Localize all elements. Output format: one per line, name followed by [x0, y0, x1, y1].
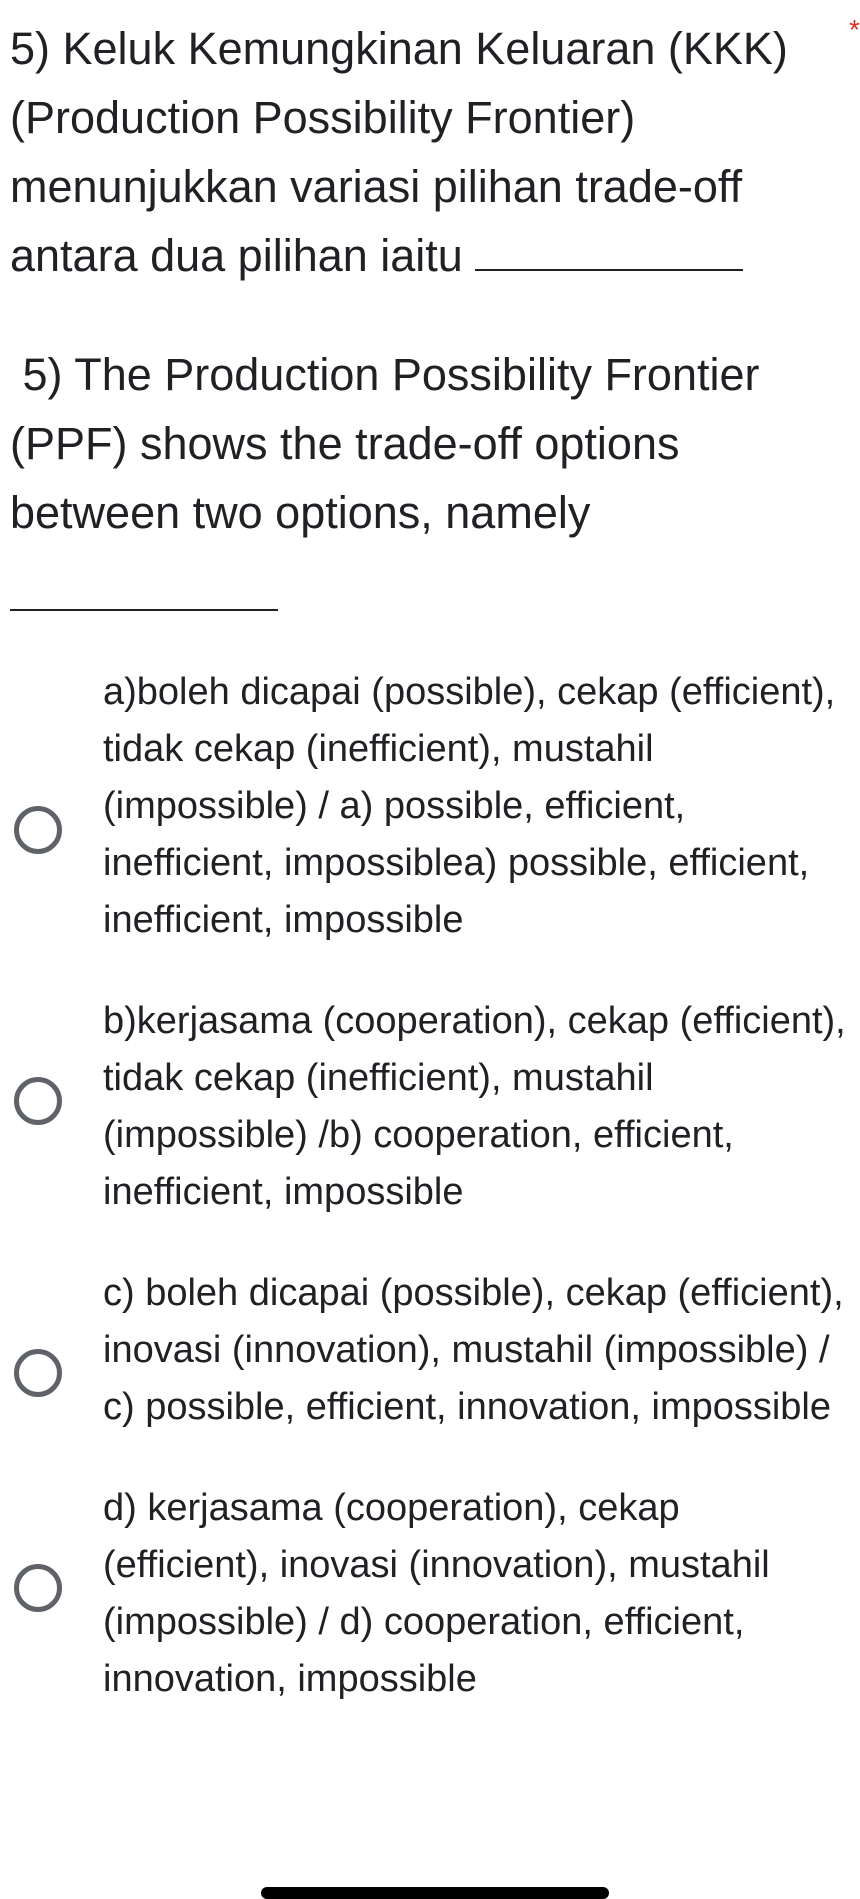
- required-asterisk: *: [849, 14, 860, 45]
- home-indicator-bar: [261, 1887, 609, 1899]
- question-line-english-1: 5) The Production Possibility Frontier: [10, 349, 760, 400]
- question-line-malay-4: [10, 221, 790, 290]
- radio-button-d[interactable]: [14, 1564, 62, 1612]
- option-a[interactable]: [0, 664, 856, 949]
- option-c[interactable]: [0, 1265, 856, 1436]
- question-text: [10, 14, 790, 611]
- radio-button-b[interactable]: [14, 1077, 62, 1125]
- option-a-label: a)boleh dicapai (possible), cekap (efficient), tidak cekap (inefficient), mustahil (impossible) / a) possible, efficient, inefficient, impossiblea) possible, efficient, inefficient, impossible: [103, 671, 836, 941]
- option-d-label: d) kerjasama (cooperation), cekap (efficient), inovasi (innovation), mustahil (impossible) / d) cooperation, efficient, innovation, impossible: [103, 1487, 770, 1700]
- question-line-malay-3: menunjukkan variasi pilihan trade-off: [10, 161, 743, 212]
- answer-blank-malay: [475, 268, 743, 271]
- answer-options: [0, 664, 856, 1752]
- option-d[interactable]: [0, 1480, 856, 1708]
- option-c-label: c) boleh dicapai (possible), cekap (efficient), inovasi (innovation), mustahil (impossible) / c) possible, efficient, innovation, impossible: [103, 1272, 844, 1428]
- question-line-malay-1: 5) Keluk Kemungkinan Keluaran (KKK): [10, 23, 788, 74]
- option-b[interactable]: [0, 993, 856, 1221]
- question-line-english-3: between two options, namely: [10, 487, 591, 538]
- radio-button-c[interactable]: [14, 1349, 62, 1397]
- radio-button-a[interactable]: [14, 806, 62, 854]
- option-b-label: b)kerjasama (cooperation), cekap (efficient), tidak cekap (inefficient), mustahil (impossible) /b) cooperation, efficient, inefficient, impossible: [103, 1000, 846, 1213]
- question-line-english-2: (PPF) shows the trade-off options: [10, 418, 680, 469]
- question-line-malay-4-text: antara dua pilihan iaitu: [10, 230, 463, 281]
- question-line-malay-2: (Production Possibility Frontier): [10, 92, 636, 143]
- answer-blank-english: [10, 553, 278, 611]
